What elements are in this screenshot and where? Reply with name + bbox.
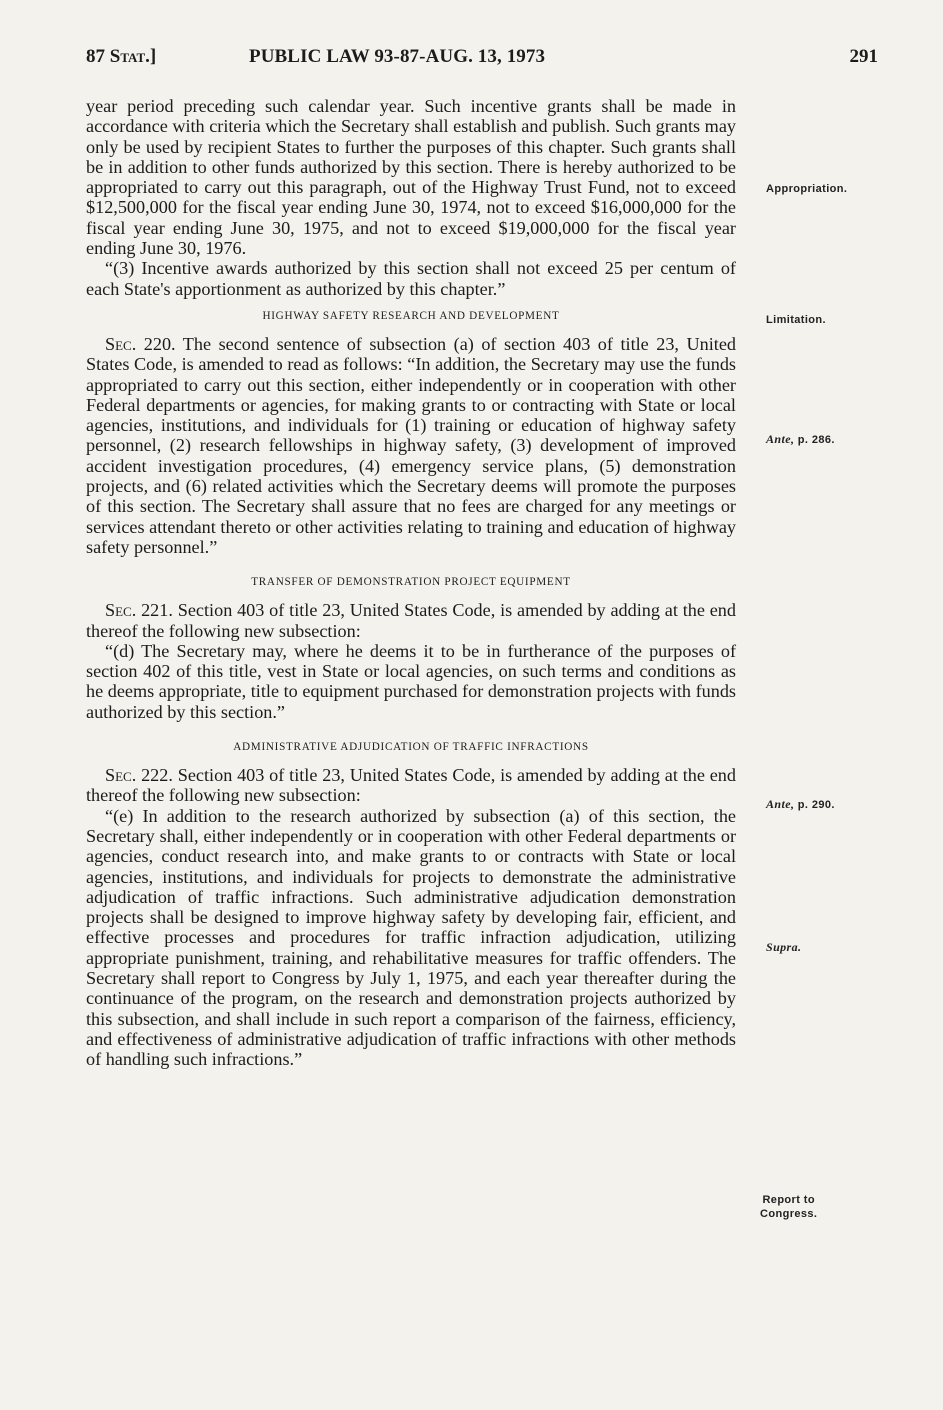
margin-note-limitation: Limitation. [766, 314, 827, 326]
margin-note-appropriation: Appropriation. [766, 183, 848, 195]
paragraph-subsection-e: “(e) In addition to the research authorized by subsection (a) of this section, the Secretary shall, either independently or in cooperation with other Federal departments or agencies, conduct research into, and make grants to or contracts with State or local agencies, institutions, and individuals for projects to demonstrate the administrative adjudication of traffic infractions. Such administrative adjudication demonstration projects shall be designed to improve highway safety by developing fair, efficient, and effective processes and procedures for traffic infraction adjudication, utilizing appropriate punishment, training, and rehabilitative measures for traffic offenders. The Secretary shall report to Congress by July 1, 1975, and each year thereafter during the continuance of the program, on the research and demonstration projects authorized by this subsection, and shall include in such report a comparison of the fairness, efficiency, and effectiveness of administrative adjudication of traffic infractions with other methods of handling such infractions.” [86, 805, 736, 1070]
paragraph-sec-221 [86, 600, 736, 641]
section-label-222: Sec. 222. [105, 765, 173, 786]
paragraph-incentive-awards: “(3) Incentive awards authorized by this section shall not exceed 25 per centum of each State's apportionment as authorized by this chapter.” [86, 258, 736, 299]
stat-label: Stat. [109, 46, 150, 67]
section-heading-research: HIGHWAY SAFETY RESEARCH AND DEVELOPMENT [262, 309, 560, 322]
running-header [86, 46, 886, 74]
ante-label: Ante, [766, 797, 795, 811]
ante-page-ref: p. 286. [794, 434, 835, 446]
stat-bracket: ] [149, 46, 157, 67]
sec-221-text: Section 403 of title 23, United States Code, is amended by adding at the end thereof the following new subsection: [86, 600, 736, 641]
stat-volume: 87 [86, 46, 105, 67]
page-number: 291 [849, 46, 878, 67]
report-line-1: Report to [762, 1194, 815, 1206]
report-line-2: Congress. [760, 1208, 818, 1220]
section-heading-transfer: TRANSFER OF DEMONSTRATION PROJECT EQUIPMENT [251, 576, 571, 589]
paragraph-sec-220 [86, 334, 736, 557]
ante-page-ref: p. 290. [794, 799, 835, 811]
main-text-column [86, 96, 736, 1069]
sec-220-text: The second sentence of subsection (a) of section 403 of title 23, United States Code, is amended to read as follows: “In addition, the Secretary may use the funds appropriated to carry out this section, either independently or in cooperation with other Federal departments or agencies, for making grants to or contracting with State or local agencies, institutions, and individuals for (1) training or education of highway safety personnel, (2) research fellowships in highway safety, (3) development of improved accident investigation procedures, (4) emergency service plans, (5) demonstration projects, and (6) related activities which the Secretary deems will promote the purposes of this section. The Secretary shall assure that no fees are charged for any meetings or services attendant thereto or other activities relating to training and education of highway safety personnel.” [86, 333, 736, 557]
ante-label: Ante, [766, 432, 795, 446]
margin-note-ante-286 [766, 432, 835, 447]
paragraph-sec-222 [86, 765, 736, 806]
margin-note-report-to-congress [760, 1193, 817, 1221]
margin-note-ante-290 [766, 797, 835, 812]
margin-note-supra: Supra. [766, 940, 802, 954]
section-label-221: Sec. 221. [105, 600, 173, 621]
section-label-220: Sec. 220. [105, 333, 176, 354]
paragraph-subsection-d: “(d) The Secretary may, where he deems it to be in furtherance of the purposes of section 402 of this title, vest in State or local agencies, on such terms and conditions as he deems appropriate, title to equipment purchased for demonstration projects with funds authorized by this section.” [86, 640, 736, 722]
paragraph-incentive-grants: year period preceding such calendar year. Such incentive grants shall be made in accordance with criteria which the Secretary shall establish and publish. Such grants may only be used by recipient States to further the purposes of this chapter. Such grants shall be in addition to other funds authorized by this section. There is hereby authorized to be appropriated to carry out this paragraph, out of the Highway Trust Fund, not to exceed $12,500,000 for the fiscal year ending June 30, 1974, not to exceed $16,000,000 for the fiscal year ending June 30, 1975, and not to exceed $19,000,000 for the fiscal year ending June 30, 1976. [86, 96, 736, 259]
section-heading-adjudication: ADMINISTRATIVE ADJUDICATION OF TRAFFIC INFRACTIONS [233, 741, 589, 754]
statute-citation [86, 46, 156, 68]
page-title: PUBLIC LAW 93-87-AUG. 13, 1973 [249, 46, 546, 67]
sec-222-text: Section 403 of title 23, United States Code, is amended by adding at the end thereof the following new subsection: [86, 765, 736, 806]
